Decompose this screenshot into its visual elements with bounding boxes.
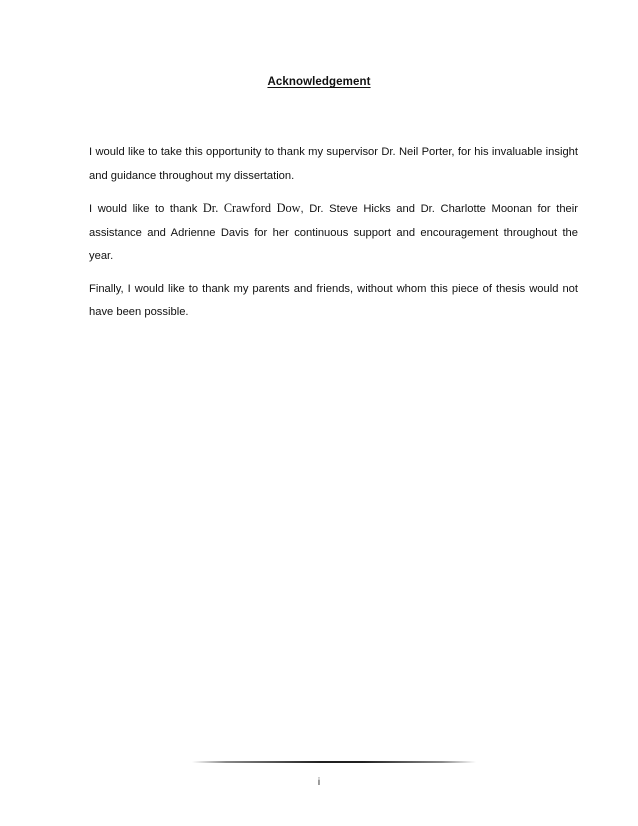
paragraph-assistance-rest: , Dr. Steve Hicks and Dr. Charlotte Moonan for their assistance and Adrienne Davis for her continuous support and encouragement throughout the year.: [89, 203, 578, 262]
page-title: Acknowledgement: [267, 76, 371, 88]
page-number: i: [317, 777, 321, 788]
paragraph-assistance: [89, 197, 578, 269]
paragraph-family: Finally, I would like to thank my parents and friends, without whom this piece of thesis would not have been possible.: [89, 282, 578, 318]
paragraph-supervisor: I would like to take this opportunity to thank my supervisor Dr. Neil Porter, for his invaluable insight and guidance throughout my dissertation.: [89, 146, 578, 182]
acknowledgement-body: [89, 141, 578, 334]
footer-divider: [192, 761, 476, 763]
paragraph-assistance-intro: I would like to thank: [89, 203, 203, 215]
highlighted-name: Dr. Crawford Dow: [202, 201, 301, 215]
